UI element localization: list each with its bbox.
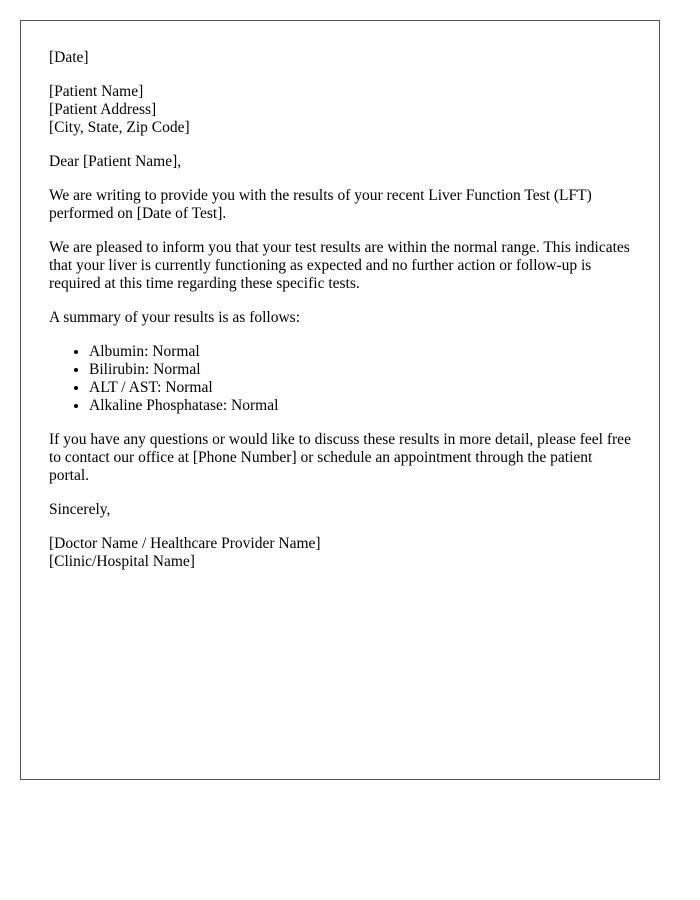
recipient-city-state-zip: [City, State, Zip Code] bbox=[49, 119, 190, 136]
recipient-block bbox=[49, 83, 631, 137]
signature-facility: [Clinic/Hospital Name] bbox=[49, 553, 195, 570]
result-item-alkaline-phosphatase: • Alkaline Phosphatase: Normal bbox=[89, 397, 631, 415]
letter-date: [Date] bbox=[49, 49, 89, 66]
summary-lead: A summary of your results is as follows: bbox=[49, 309, 300, 326]
result-item-alt-ast: • ALT / AST: Normal bbox=[89, 379, 631, 397]
paragraph-normal: We are pleased to inform you that your test results are within the normal range. This indicates that your liver is currently functioning as expected and no further action or follow-up is required at this time regarding these specific tests. bbox=[49, 239, 630, 292]
paragraph-contact: If you have any questions or would like to discuss these results in more detail, please feel free to contact our office at [Phone Number] or schedule an appointment through the patient portal. bbox=[49, 431, 631, 484]
results-list bbox=[49, 343, 631, 415]
result-item-bilirubin: • Bilirubin: Normal bbox=[89, 361, 631, 379]
result-item-albumin: • Albumin: Normal bbox=[89, 343, 631, 361]
recipient-address: [Patient Address] bbox=[49, 101, 157, 118]
letter-page bbox=[20, 20, 660, 780]
paragraph-intro: We are writing to provide you with the results of your recent Liver Function Test (LFT) performed on [Date of Test]. bbox=[49, 187, 592, 222]
signature-block bbox=[49, 535, 631, 571]
signature-provider: [Doctor Name / Healthcare Provider Name] bbox=[49, 535, 321, 552]
salutation: Dear [Patient Name], bbox=[49, 153, 182, 170]
closing: Sincerely, bbox=[49, 501, 111, 518]
recipient-name: [Patient Name] bbox=[49, 83, 144, 100]
